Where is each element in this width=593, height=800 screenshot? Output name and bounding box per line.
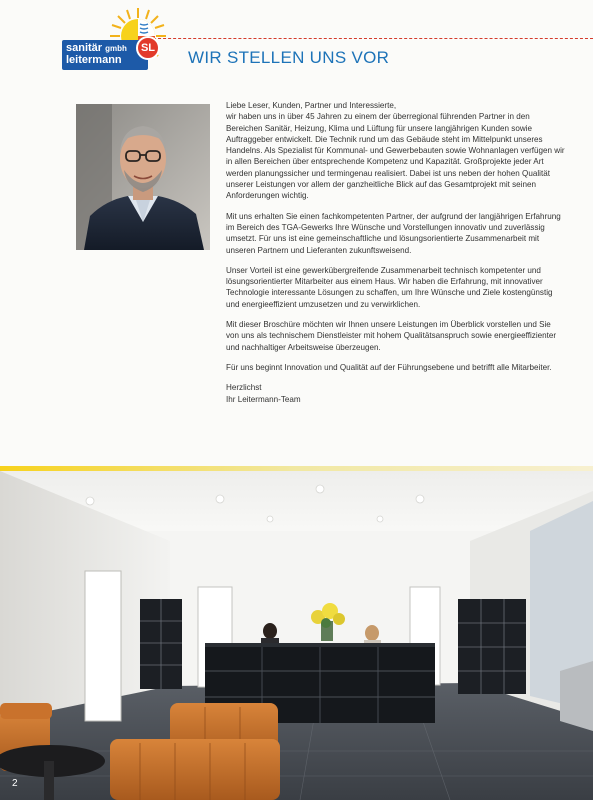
paragraph-innovation: Für uns beginnt Innovation und Qualität auf der Führungsebene und betrifft alle Mitarbeiter.	[226, 362, 552, 372]
portrait-photo	[76, 104, 210, 250]
page-title: WIR STELLEN UNS VOR	[188, 48, 390, 67]
page-number: 2	[12, 778, 18, 789]
logo-name-line2: leitermann	[66, 54, 122, 66]
logo-wordmark	[62, 40, 148, 70]
company-logo	[62, 6, 180, 72]
paragraph-partner: Mit uns erhalten Sie einen fachkompetenten Partner, der aufgrund der langjährigen Erfahrung im Bereich des TGA-Gewerks Ihre Wünsche und Vorstellungen innovativ und zuverlässig umsetzt. Für uns ist eine gemeinschaftliche und lösungsorientierte Zusammenarbeit mit unseren Partnern und Lieferanten zukunftsweisend.	[226, 211, 561, 255]
paragraph-greeting: Liebe Leser, Kunden, Partner und Interessierte, wir haben uns in über 45 Jahren zu einem der überregional führenden Partner in den Bereichen Sanitär, Heizung, Klima und Lüftung für unsere langjährigen Kunden sowie Auftraggeber entwickelt. Die Technik rund um das Gebäude steht im Mittelpunkt unseres Handelns. Als Spezialist für Kommunal- und Gewerbebauten sowie Wohnanlagen verfügen wir in allen Bereichen über entsprechende Kompetenz und Kapazität. Großprojekte jeder Art werden planungssicher und termingenau realisiert. Dabei ist uns neben der hohen Qualität unserer Leistungen vor allem der ganzheitliche Blick auf das Gesamtprojekt mit seinen Anforderungen wichtig.	[226, 101, 565, 201]
logo-suffix: gmbh	[105, 44, 127, 53]
reception-lobby-photo	[0, 471, 593, 800]
header-divider	[148, 38, 593, 39]
paragraph-closing: Herzlichst Ihr Leitermann-Team	[226, 383, 301, 404]
paragraph-brochure: Mit dieser Broschüre möchten wir Ihnen unsere Leistungen im Überblick vorstellen und Sie von uns als technischem Dienstleister mit hohem Qualitätsanspruch sowie energieeffizienter und nachhaltiger Arbeitsweise überzeugen.	[226, 320, 557, 352]
logo-name-line1: sanitär	[66, 42, 103, 54]
logo-badge: SL	[136, 36, 160, 60]
paragraph-advantage: Unser Vorteil ist eine gewerkübergreifende Zusammenarbeit technisch kompetenter und lösungsorientierter Mitarbeiter aus einem Haus. Wir haben die Erfahrung, mit innovativer Technologie interessante Lösungen zu schaffen, um Ihre Wünsche und Ziele kostengünstig und energieeffizient umzusetzen und zu verwirklichen.	[226, 265, 553, 309]
intro-letter	[226, 100, 566, 414]
